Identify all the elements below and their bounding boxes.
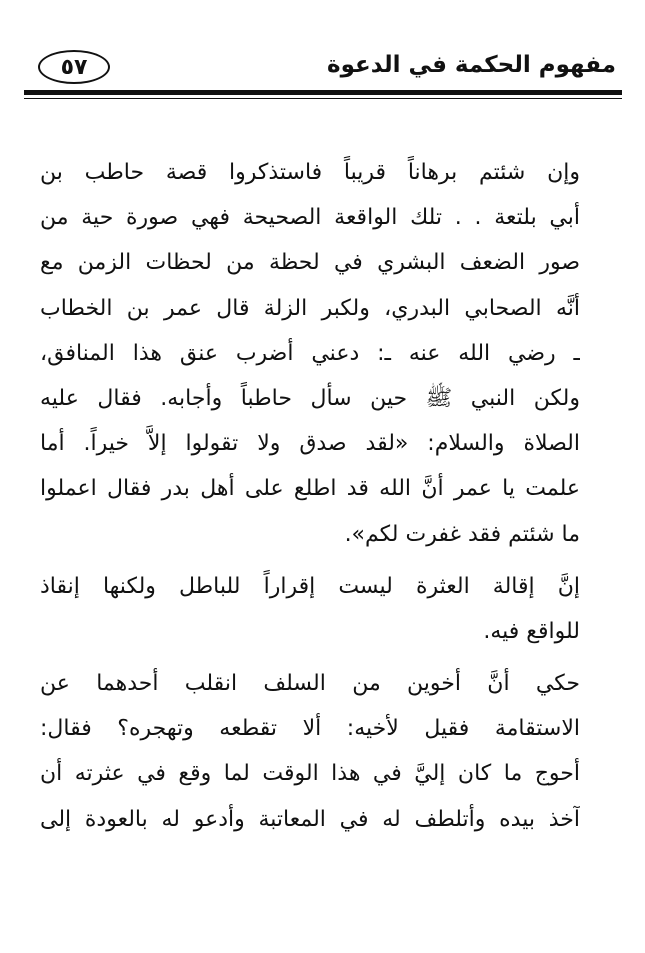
paragraph-gap — [40, 557, 580, 564]
text-line: وإن شئتم برهاناً قريباً فاستذكروا قصة حاطب بن — [40, 160, 580, 185]
running-title: مفهوم الحكمة في الدعوة — [327, 52, 616, 78]
text-line: الاستقامة فقيل لأخيه: ألا تقطعه وتهجره؟ فقال: — [40, 716, 580, 742]
text-line: أحوج ما كان إليَّ في هذا الوقت لما وقع في عثرته أن — [40, 761, 580, 787]
text-line: للواقع فيه. — [483, 618, 580, 644]
paragraph-gap — [40, 654, 580, 661]
paragraph-1 — [40, 150, 580, 557]
text-line: ولكن النبي ﷺ حين سأل حاطباً وأجابه. فقال عليه — [40, 385, 580, 411]
header-rule-thin — [24, 98, 622, 99]
paragraph-3 — [40, 661, 580, 842]
page-number: ٥٧ — [38, 50, 110, 84]
text-line: أبي بلتعة . . تلك الواقعة الصحيحة فهي صورة حية من — [40, 205, 580, 231]
text-line: إنَّ إقالة العثرة ليست إقراراً للباطل ولكنها إنقاذ — [40, 573, 580, 599]
text-line: آخذ بيده وأتلطف له في المعاتبة وأدعو له بالعودة إلى — [40, 806, 580, 832]
text-line: أنَّه الصحابي البدري، ولكبر الزلة قال عمر بن الخطاب — [40, 295, 580, 321]
text-line: حكي أنَّ أخوين من السلف انقلب أحدهما عن — [40, 671, 580, 697]
page-header — [24, 40, 622, 100]
text-line: علمت يا عمر أنَّ الله قد اطلع على أهل بدر فقال اعملوا — [40, 476, 580, 502]
text-line: ما شئتم فقد غفرت لكم». — [344, 521, 580, 547]
text-line: الصلاة والسلام: «لقد صدق ولا تقولوا إلاَّ خيراً. أما — [40, 431, 580, 457]
body-text — [40, 150, 580, 842]
text-line: ـ رضي الله عنه ـ: دعني أضرب عنق هذا المنافق، — [40, 340, 580, 366]
header-rule-thick — [24, 90, 622, 95]
paragraph-2 — [40, 564, 580, 654]
text-line: صور الضعف البشري في لحظة من لحظات الزمن مع — [40, 250, 580, 276]
